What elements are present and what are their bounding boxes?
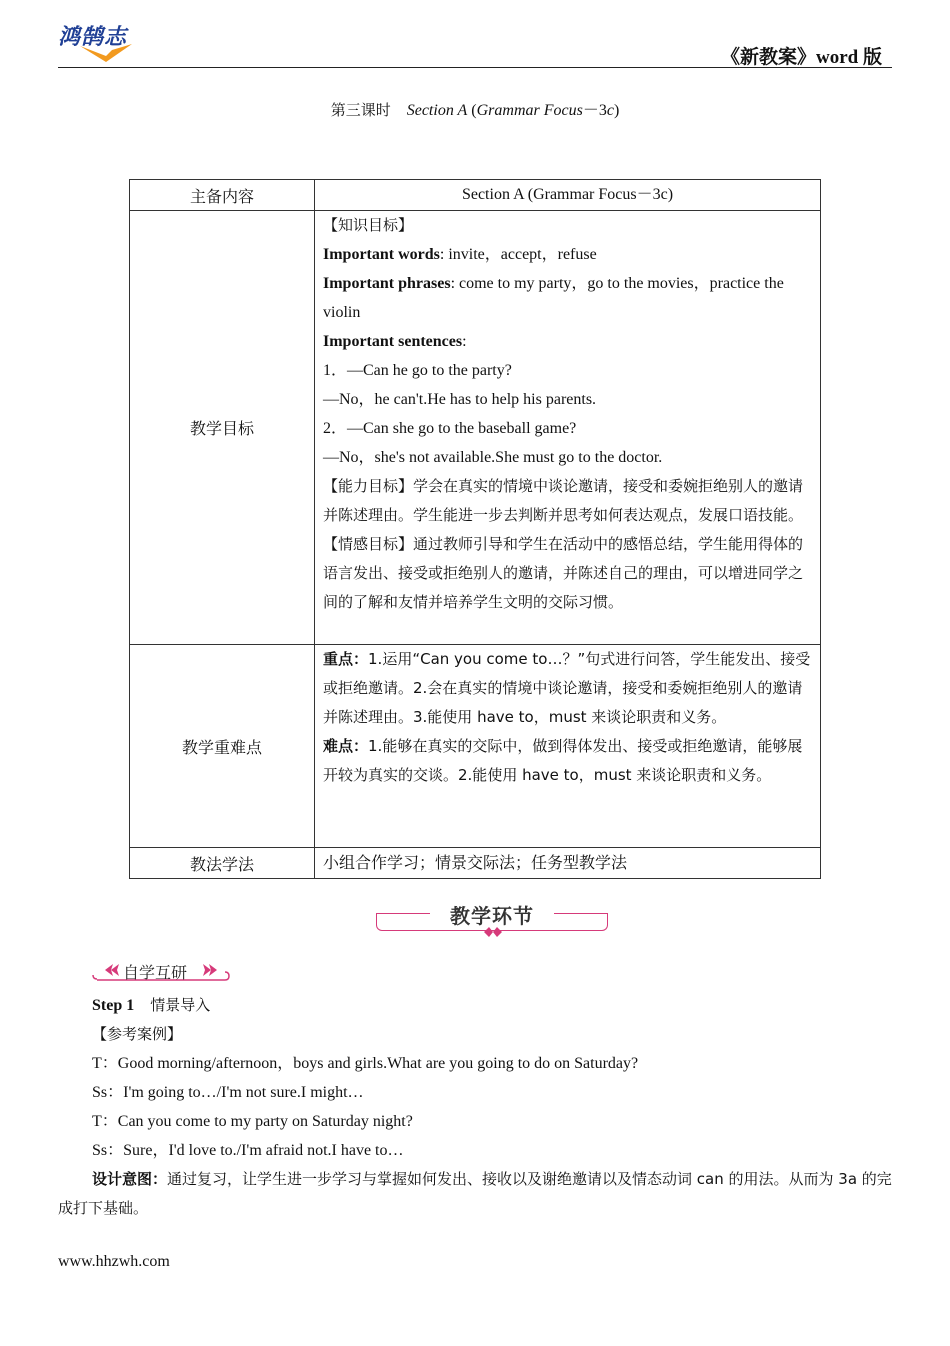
sentence-1-answer: —No，he can't.He has to help his parents. (323, 391, 597, 408)
row-label: 主备内容 (130, 180, 315, 211)
design-intent (58, 1165, 892, 1223)
diff-text: 1.能够在真实的交际中，做到得体发出、接受或拒绝邀请，能够展开较为真实的交谈。2.能使用 have to，must 来谈论职责和义务。 (323, 737, 803, 784)
sentences-line (323, 327, 812, 356)
phrases-value: : come to my party，go to the movies，practice the violin (323, 275, 784, 321)
key-points-cell (315, 645, 821, 848)
row-label: 教法学法 (130, 848, 315, 879)
dialogue-line: T：Good morning/afternoon，boys and girls.What are you going to do on Saturday? (92, 1055, 639, 1072)
difficult-point (323, 732, 812, 790)
table-row (130, 211, 821, 645)
table-row (130, 848, 821, 879)
objectives-cell (315, 211, 821, 645)
lesson-topic: Grammar Focus (476, 102, 583, 119)
step-section (58, 991, 892, 1223)
words-label: Important words (323, 246, 440, 263)
logo (58, 20, 158, 64)
case-tag: 【参考案例】 (92, 1025, 183, 1043)
emotion-objective (323, 530, 812, 617)
lesson-paren-open: ( (467, 102, 477, 119)
row-label: 教学目标 (130, 211, 315, 645)
diamond-ornament-icon (484, 927, 502, 937)
lesson-section: Section A (406, 102, 468, 119)
key-text: 1.运用“Can you come to…？”句式进行问答，学生能发出、接受或拒绝邀请。2.会在真实的情境中谈论邀请，接受和委婉拒绝别人的邀请并陈述理由。3.能使用 have to，must 来谈论职责和义务。 (323, 650, 811, 726)
step-number: Step 1 (92, 997, 135, 1014)
lesson-paren-close: ) (613, 102, 620, 119)
header-divider (58, 67, 892, 68)
knowledge-tag: 【知识目标】 (323, 216, 414, 234)
design-text: 通过复习，让学生进一步学习与掌握如何发出、接收以及谢绝邀请以及情态动词 can 的用法。从而为 3a 的完成打下基础。 (58, 1170, 892, 1217)
emotion-text: 通过教师引导和学生在活动中的感悟总结，学生能用得体的语言发出、接受或拒绝别人的邀请，并陈述自己的理由，可以增进同学之间的了解和友情并培养学生文明的交际习惯。 (323, 535, 804, 611)
banner-label: 教学环节 (430, 900, 554, 929)
subhead-label: 自学互研 (123, 963, 188, 982)
sentences-label: Important sentences (323, 333, 463, 350)
lesson-title (0, 97, 950, 120)
section-banner (376, 896, 608, 940)
row-label: 教学重难点 (130, 645, 315, 848)
header-edition: 《新教案》word 版 (721, 47, 882, 68)
row-value: 小组合作学习；情景交际法；任务型教学法 (315, 848, 821, 879)
lesson-number: 第三课时 (330, 101, 391, 119)
step-name: 情景导入 (150, 996, 211, 1014)
diff-tag: 难点： (323, 737, 369, 755)
table-row (130, 645, 821, 848)
subhead-self-study (91, 959, 231, 985)
footer-url: www.hhzwh.com (58, 1253, 170, 1270)
dialogue-line: T：Can you come to my party on Saturday night? (92, 1113, 413, 1130)
sentences-colon: : (462, 333, 467, 350)
dialogue-line: Ss：I'm going to…/I'm not sure.I might… (92, 1084, 364, 1101)
sentence-2-answer: —No，she's not available.She must go to the doctor. (323, 449, 663, 466)
ability-objective (323, 472, 812, 530)
lesson-range: －3 (582, 102, 607, 119)
emotion-tag: 【情感目标】 (323, 535, 414, 553)
design-tag: 设计意图： (92, 1170, 168, 1188)
lesson-plan-table (129, 179, 821, 879)
dialogue-line: Ss：Sure，I'd love to./I'm afraid not.I have to… (92, 1142, 404, 1159)
logo-swoosh-icon (78, 42, 134, 64)
key-point (323, 645, 812, 732)
key-tag: 重点： (323, 650, 369, 668)
words-value: : invite，accept，refuse (439, 246, 597, 263)
words-line (323, 240, 812, 269)
phrases-label: Important phrases (323, 275, 451, 292)
step-title (58, 991, 892, 1020)
sentence-2: 2．—Can she go to the baseball game? (323, 420, 577, 437)
lesson-range-letter: c (606, 102, 614, 119)
row-value: Section A (Grammar Focus－3c) (315, 180, 821, 211)
phrases-line (323, 269, 812, 327)
ability-tag: 【能力目标】 (323, 477, 414, 495)
ability-text: 学会在真实的情境中谈论邀请，接受和委婉拒绝别人的邀请并陈述理由。学生能进一步去判断并思考如何表达观点，发展口语技能。 (323, 477, 804, 524)
table-row (130, 180, 821, 211)
logo-text: 鸿鹄志 (58, 25, 128, 50)
sentence-1: 1．—Can he go to the party? (323, 362, 512, 379)
